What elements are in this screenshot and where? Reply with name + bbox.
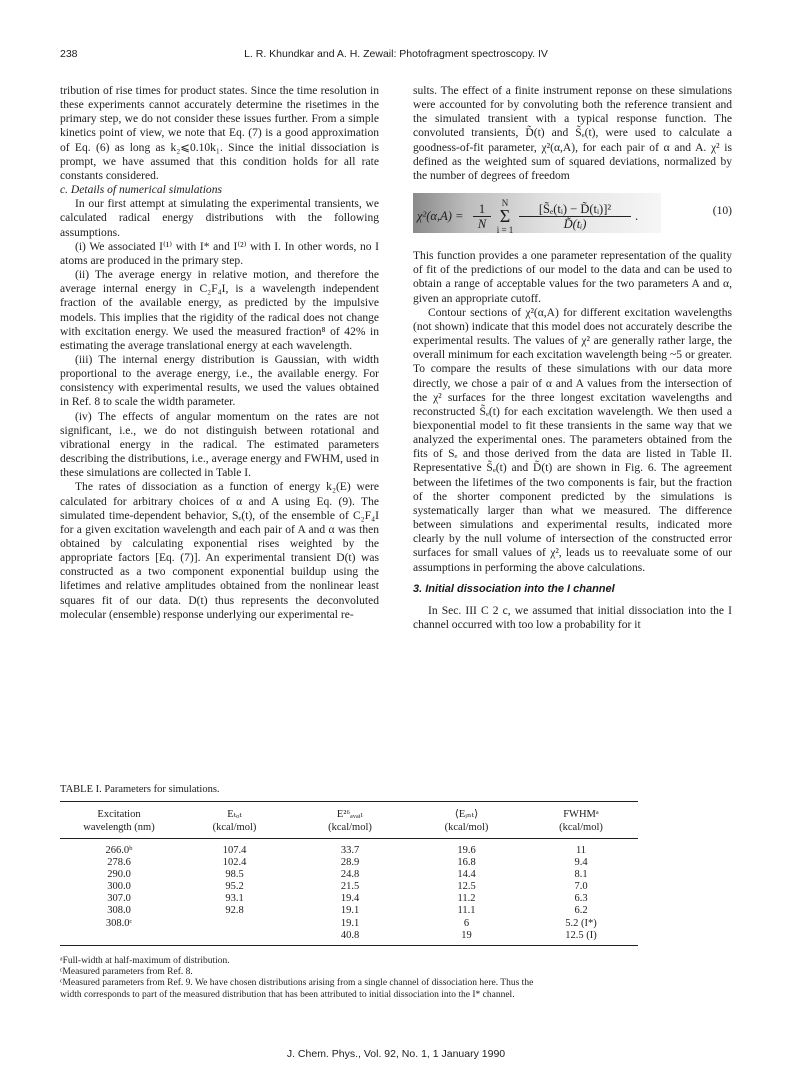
table-row <box>60 881 638 893</box>
table-cell: 24.8 <box>340 869 360 881</box>
table-footnote: ᶜMeasured parameters from Ref. 9. We have chosen distributions arising from a single channel of dissociation here. Thus the width corresponds to part of the measured distribution that has been attributed to initial dissociation into the I* channel. <box>60 978 534 1000</box>
column-header-unit: (kcal/mol) <box>328 822 372 833</box>
left-column <box>60 84 379 622</box>
column-header-unit: (kcal/mol) <box>212 822 257 833</box>
table-cell: 19 <box>461 929 472 941</box>
table-cell: 92.8 <box>225 905 244 917</box>
page-number: 238 <box>60 48 78 60</box>
table-cell: 19.6 <box>457 845 476 856</box>
column-header <box>409 802 524 834</box>
paragraph: In Sec. III C 2 c, we assumed that initial dissociation into the I channel occurred with too low a probability for it <box>413 604 732 631</box>
column-header-name: ⟨Eᵢₙₜ⟩ <box>454 809 479 820</box>
equation-numerator: [S̃ₑ(tᵢ) − D̃(tᵢ)]² <box>519 202 631 217</box>
table-cell: 6 <box>463 917 470 929</box>
column-header <box>60 802 178 834</box>
equation-10 <box>413 193 732 239</box>
page-footer: J. Chem. Phys., Vol. 92, No. 1, 1 January 1990 <box>286 1048 506 1060</box>
column-header <box>291 802 409 834</box>
column-header-name: E²⁶ₐᵥₐᵢₗ <box>336 809 364 820</box>
table-1 <box>60 784 732 1001</box>
paragraph: tribution of rise times for product states. Since the time resolution in these experiments cannot accurately determine the risetimes in the primary step, we do not consider these issues further. From a simple kinetics point of view, we note that Eq. (7) is a good approximation of Eq. (6) as long as k₂⩽0.10k₁. Since the initial dissociation is prompt, we have assumed that this condition holds for all rate constants considered. <box>60 85 379 182</box>
table-cell: 98.5 <box>225 869 244 881</box>
table-rule <box>60 945 638 946</box>
equation-number: (10) <box>712 205 732 218</box>
equation-fraction <box>519 202 631 231</box>
table-cell: 12.5 (I) <box>565 929 597 941</box>
table-cell: 278.6 <box>107 857 131 869</box>
column-header <box>524 802 638 834</box>
table-cell: 5.2 (I*) <box>565 917 597 929</box>
column-header-unit: (kcal/mol) <box>559 822 603 833</box>
table-row <box>60 905 638 917</box>
column-header-name: FWHMᵃ <box>563 809 599 820</box>
table-footnote: ᶜMeasured parameters from Ref. 8. <box>60 967 193 978</box>
section-heading: 3. Initial dissociation into the I channel <box>413 582 615 595</box>
equation-denominator: D̃(tᵢ) <box>563 217 587 232</box>
summation <box>495 198 515 235</box>
table-row <box>60 930 638 942</box>
equation-denominator: N <box>477 217 487 232</box>
column-header-unit: (kcal/mol) <box>444 822 489 833</box>
summation-lower: i = 1 <box>496 225 514 236</box>
summation-upper: N <box>501 198 509 209</box>
table-row <box>60 839 638 858</box>
table-cell: 33.7 <box>340 845 360 856</box>
table-row <box>60 893 638 905</box>
table-caption: TABLE I. Parameters for simulations. <box>60 784 220 795</box>
paragraph: (iii) The internal energy distribution is Gaussian, with width proportional to the average energy, i.e., the available energy. For consistency with experimental results, we used the values obtained in Ref. 8 to scale the width parameter. <box>60 353 379 409</box>
table-cell: 308.0ᶜ <box>105 917 133 929</box>
paragraph: This function provides a one parameter representation of the quality of fit of the predictions of our model to the data and can be used to obtain a range of acceptable values for the two parameters A and α, given an appropriate cutoff. <box>413 250 732 305</box>
table-cell: 19.1 <box>340 917 360 929</box>
table-cell: 12.5 <box>457 881 476 893</box>
summation-symbol: Σ <box>499 206 511 227</box>
table-footnotes <box>60 956 540 1001</box>
paragraph: (ii) The average energy in relative motion, and therefore the average internal energy in C₂F₄I, is a wavelength independent fraction of the available energy, as predicted by the impulsive models. This implies that the rigidity of the radical does not change with excitation energy. We used the measured fraction⁸ of 42% in estimating the average translational energy at each wavelength. <box>60 269 379 352</box>
table-cell: 107.4 <box>222 845 247 856</box>
table-row <box>60 869 638 881</box>
table-cell: 21.5 <box>340 881 360 893</box>
column-header-name: Eₜₒₜ <box>227 809 242 820</box>
table-rule <box>60 801 638 802</box>
table-cell: 16.8 <box>457 857 476 869</box>
paragraph: (i) We associated I⁽¹⁾ with I* and I⁽²⁾ with I. In other words, no I atoms are produced in the primary step. <box>60 240 379 267</box>
table-cell: 8.1 <box>574 869 588 881</box>
column-header <box>178 802 291 834</box>
table-cell: 290.0 <box>107 869 131 881</box>
table-cell: 300.0 <box>107 881 131 893</box>
running-head: L. R. Khundkar and A. H. Zewail: Photofragment spectroscopy. IV <box>244 48 548 60</box>
paragraph: The rates of dissociation as a function of energy k₂(E) were calculated for arbitrary choices of α and A using Eq. (9). The simulated time-dependent behavior, Sₑ(t), of the ensemble of C₂F₄I for a given excitation wavelength and each pair of A and α was then obtained by calculating exponential rises weighted by the appropriate factors [Eq. (7)]. An experimental transient D(t) was constructed as a two component exponential buildup using the lifetimes and relative amplitudes obtained from the nonlinear least squares fit of our data. D(t) thus represents the deconvoluted molecular (ensemble) response underlying our experimental re- <box>60 481 379 621</box>
paragraph: sults. The effect of a finite instrument reponse on these simulations were accounted for by convoluting both the reference transient and the simulated transient with a typical response function. The convoluted transients, D̃(t) and S̃ₑ(t), were used to calculate a goodness-of-fit parameter, χ²(α,A), for each pair of α and A. χ² is defined as the weighted sum of squared deviations, normalized by the number of degrees of freedom <box>413 85 732 182</box>
paragraph: Contour sections of χ²(α,A) for different excitation wavelengths (not shown) indicate that this model does not accurately describe the experimental results. The values of χ² are generally rather large, the overall minimum for each excitation wavelength being ~5 or greater. To compare the results of these simulations with our data more directly, we chose a pair of α and A values from the intersection of the χ² surfaces for the three longest excitation wavelengths and reconstructed S̃ₑ(t) for each excitation wavelength. We then used a biexponential model to fit these transients in the same way that we analyzed the experimental ones. The parameters obtained from the fits of Sₑ and those derived from the data are listed in Table II. Representative S̃ₑ(t) and D̃(t) are shown in Fig. 6. The agreement between the lifetimes of the two components is fair, but the fraction of the shorter component predicted by the simulations is systematically larger than what we measured. The difference between simulations and experimental results, indicated more clearly by the null volume of intersection of the constructed error surfaces for small values of χ², leads us to reevaluate some of our assumptions in performing the above calculations. <box>413 306 732 574</box>
equation-lhs: χ²(α,A) = <box>417 209 464 224</box>
parameters-table <box>60 802 638 942</box>
paragraph: (iv) The effects of angular momentum on the rates are not significant, i.e., we do not distinguish between rotational and vibrational energy in the radical. The estimated parameters describing the distributions, i.e., average energy and FWHM, used in these simulations are collected in Table I. <box>60 410 379 480</box>
page-header <box>60 48 732 64</box>
table-cell <box>60 930 178 942</box>
table-footnote: ᵃFull-width at half-maximum of distribution. <box>60 955 230 966</box>
table-cell: 40.8 <box>340 929 360 941</box>
table-cell: 266.0ᵇ <box>105 845 133 856</box>
table-cell: 102.4 <box>222 857 247 869</box>
table-cell: 11.2 <box>457 893 476 905</box>
table-cell: 19.4 <box>340 893 360 905</box>
table-cell <box>178 918 291 930</box>
equation-numerator: 1 <box>473 202 491 217</box>
column-header-name: Excitation <box>97 809 141 820</box>
table-cell: 93.1 <box>225 893 244 905</box>
table-cell: 28.9 <box>340 857 360 869</box>
table-cell: 6.3 <box>574 893 588 905</box>
table-cell: 11 <box>575 845 587 856</box>
equation-fraction <box>473 202 491 231</box>
right-column <box>413 84 732 632</box>
table-cell: 7.0 <box>574 881 588 893</box>
column-header-unit: wavelength (nm) <box>83 822 155 833</box>
table-cell: 307.0 <box>107 893 131 905</box>
paragraph: In our first attempt at simulating the experimental transients, we calculated radical energy distributions with the following assumptions. <box>60 198 379 239</box>
table-cell: 6.2 <box>574 905 588 917</box>
table-cell: 19.1 <box>340 905 360 917</box>
table-cell: 9.4 <box>574 857 588 869</box>
table-row <box>60 857 638 869</box>
table-cell: 308.0 <box>107 905 131 917</box>
table-cell: 14.4 <box>457 869 476 881</box>
table-cell <box>178 930 291 942</box>
section-heading: c. Details of numerical simulations <box>60 184 222 197</box>
equation-period: . <box>635 209 639 224</box>
table-cell: 95.2 <box>225 881 244 893</box>
table-row <box>60 918 638 930</box>
table-cell: 11.1 <box>457 905 476 917</box>
